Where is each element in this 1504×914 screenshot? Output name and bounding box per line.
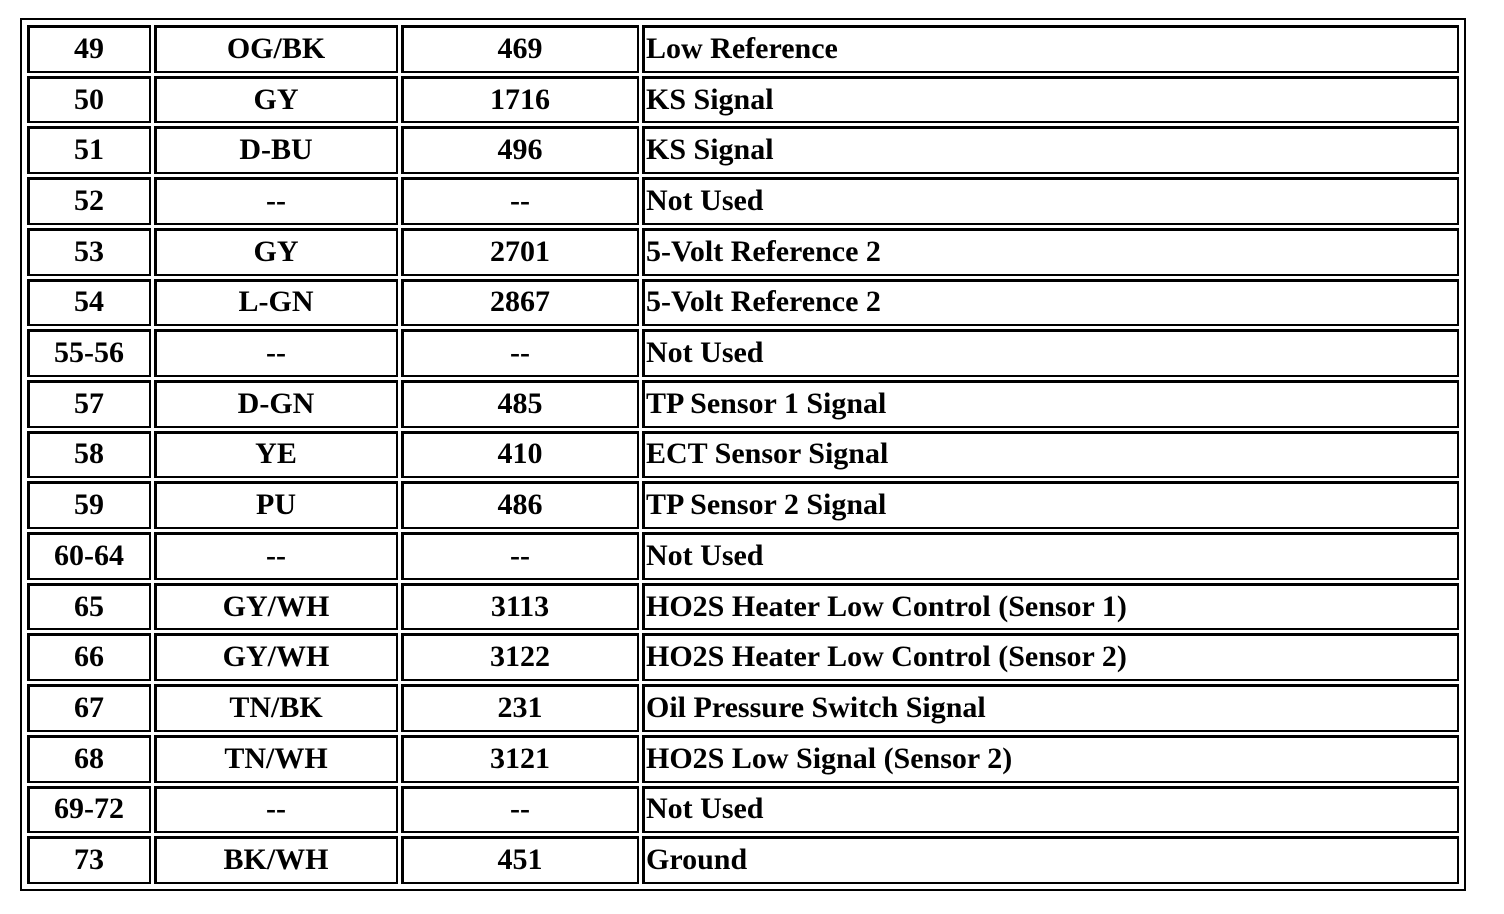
table-body [27,25,1459,884]
function-cell: TP Sensor 2 Signal [642,481,1459,529]
function-cell: HO2S Heater Low Control (Sensor 1) [642,583,1459,631]
circuit-number-cell: 3113 [401,583,639,631]
pin-cell: 52 [27,177,151,225]
wire-color-cell: -- [154,177,398,225]
circuit-number-cell: 486 [401,481,639,529]
pin-cell: 54 [27,279,151,327]
function-cell: 5-Volt Reference 2 [642,279,1459,327]
wire-color-cell: -- [154,329,398,377]
wire-color-cell: -- [154,786,398,834]
table-row [27,836,1459,884]
circuit-number-cell: -- [401,532,639,580]
wire-color-cell: L-GN [154,279,398,327]
pin-cell: 68 [27,735,151,783]
table-row [27,228,1459,276]
pinout-table [24,22,1462,887]
circuit-number-cell: -- [401,329,639,377]
wire-color-cell: TN/WH [154,735,398,783]
function-cell: 5-Volt Reference 2 [642,228,1459,276]
wire-color-cell: GY/WH [154,583,398,631]
pin-cell: 73 [27,836,151,884]
pin-cell: 49 [27,25,151,73]
function-cell: HO2S Low Signal (Sensor 2) [642,735,1459,783]
table-row [27,633,1459,681]
circuit-number-cell: 1716 [401,76,639,124]
table-row [27,25,1459,73]
table-row [27,684,1459,732]
circuit-number-cell: 2701 [401,228,639,276]
function-cell: HO2S Heater Low Control (Sensor 2) [642,633,1459,681]
wire-color-cell: GY [154,228,398,276]
function-cell: Not Used [642,532,1459,580]
pin-cell: 69-72 [27,786,151,834]
table-row [27,786,1459,834]
wire-color-cell: YE [154,431,398,479]
table-row [27,380,1459,428]
table-row [27,76,1459,124]
wire-color-cell: GY/WH [154,633,398,681]
function-cell: Not Used [642,786,1459,834]
function-cell: Not Used [642,177,1459,225]
wire-color-cell: D-BU [154,126,398,174]
function-cell: Not Used [642,329,1459,377]
pin-cell: 53 [27,228,151,276]
circuit-number-cell: -- [401,177,639,225]
circuit-number-cell: 2867 [401,279,639,327]
function-cell: Oil Pressure Switch Signal [642,684,1459,732]
table-row [27,583,1459,631]
function-cell: Ground [642,836,1459,884]
circuit-number-cell: 451 [401,836,639,884]
wire-color-cell: GY [154,76,398,124]
circuit-number-cell: 485 [401,380,639,428]
wire-color-cell: OG/BK [154,25,398,73]
pin-cell: 67 [27,684,151,732]
table-row [27,177,1459,225]
wire-color-cell: PU [154,481,398,529]
function-cell: TP Sensor 1 Signal [642,380,1459,428]
pin-cell: 65 [27,583,151,631]
circuit-number-cell: -- [401,786,639,834]
circuit-number-cell: 3122 [401,633,639,681]
pin-cell: 66 [27,633,151,681]
pin-cell: 51 [27,126,151,174]
pin-cell: 50 [27,76,151,124]
wire-color-cell: TN/BK [154,684,398,732]
table-row [27,126,1459,174]
function-cell: Low Reference [642,25,1459,73]
wire-color-cell: D-GN [154,380,398,428]
pin-cell: 57 [27,380,151,428]
function-cell: KS Signal [642,76,1459,124]
pin-cell: 60-64 [27,532,151,580]
circuit-number-cell: 231 [401,684,639,732]
function-cell: KS Signal [642,126,1459,174]
circuit-number-cell: 410 [401,431,639,479]
pin-cell: 58 [27,431,151,479]
table-row [27,532,1459,580]
table-row [27,431,1459,479]
wire-color-cell: BK/WH [154,836,398,884]
table-row [27,481,1459,529]
wire-color-cell: -- [154,532,398,580]
circuit-number-cell: 3121 [401,735,639,783]
connector-pinout-table [20,18,1466,891]
table-row [27,279,1459,327]
circuit-number-cell: 469 [401,25,639,73]
pin-cell: 59 [27,481,151,529]
pin-cell: 55-56 [27,329,151,377]
circuit-number-cell: 496 [401,126,639,174]
function-cell: ECT Sensor Signal [642,431,1459,479]
table-row [27,329,1459,377]
table-row [27,735,1459,783]
